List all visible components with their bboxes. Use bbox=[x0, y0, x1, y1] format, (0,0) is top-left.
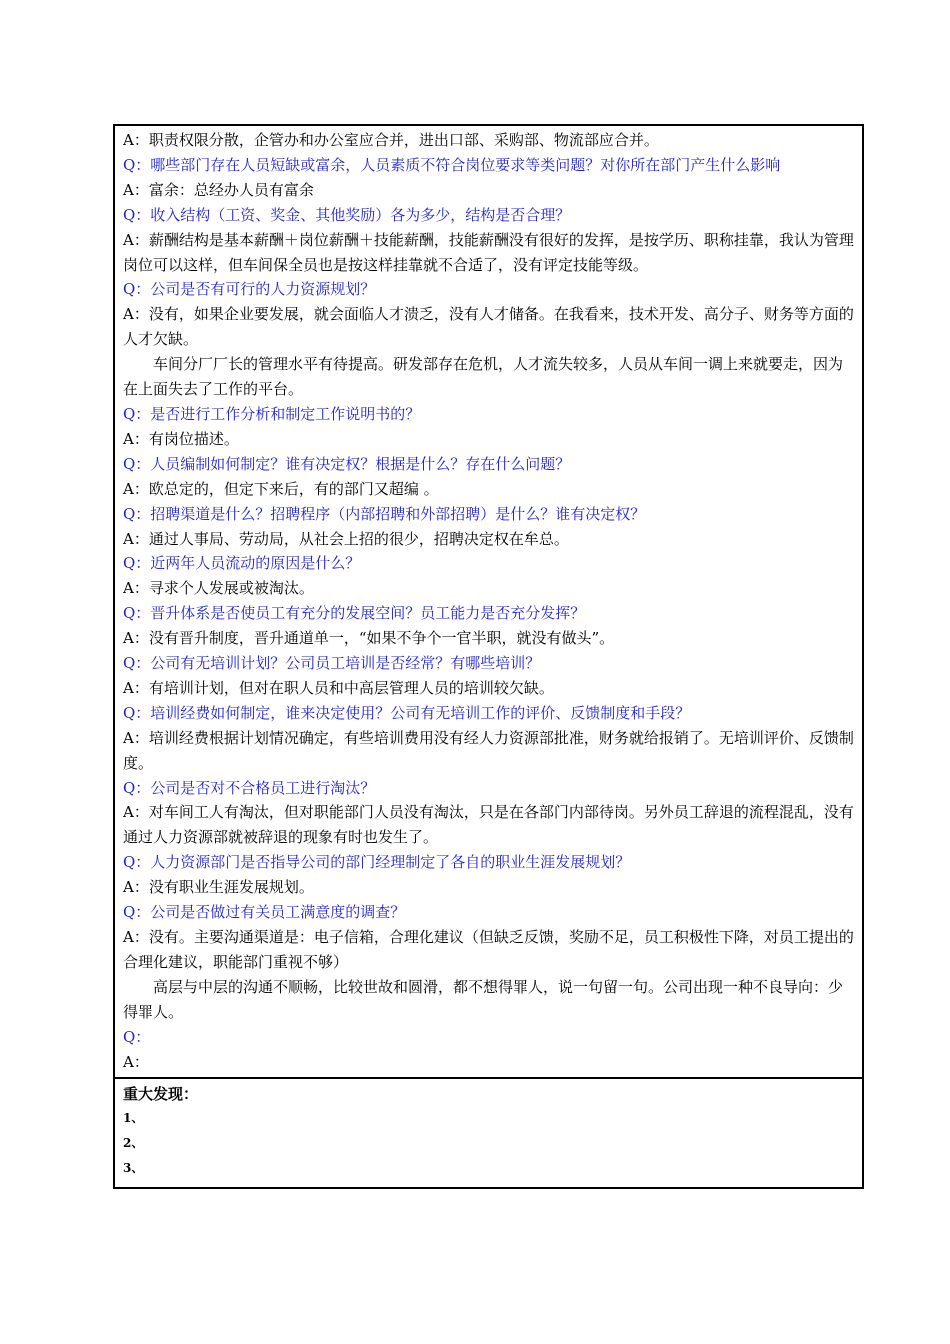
question-line: Q：公司是否做过有关员工满意度的调查？ bbox=[123, 903, 406, 922]
question-line: Q：公司是否对不合格员工进行淘汰？ bbox=[123, 778, 376, 797]
question-line: Q：人力资源部门是否指导公司的部门经理制定了各自的职业生涯发展规划？ bbox=[123, 853, 631, 872]
question-line: Q：哪些部门存在人员短缺或富余，人员素质不符合岗位要求等类问题？对你所在部门产生什么影响 bbox=[123, 155, 781, 174]
finding-item: 2、 bbox=[123, 1136, 144, 1151]
answer-line: A：欧总定的，但定下来后，有的部门又超编 。 bbox=[123, 479, 439, 498]
question-line: Q：近两年人员流动的原因是什么？ bbox=[123, 554, 361, 573]
paragraph-line: 高层与中层的沟通不顺畅，比较世故和圆滑，都不想得罪人，说一句留一句。公司出现一种不良导向：少得罪人。 bbox=[123, 977, 844, 1021]
question-line: Q：人员编制如何制定？谁有决定权？根据是什么？存在什么问题？ bbox=[123, 454, 571, 473]
answer-line: A：职责权限分散，企管办和办公室应合并，进出口部、采购部、物流部应合并。 bbox=[123, 131, 659, 149]
question-line: Q：招聘渠道是什么？招聘程序（内部招聘和外部招聘）是什么？谁有决定权？ bbox=[123, 504, 646, 523]
answer-line: A：没有，如果企业要发展，就会面临人才溃乏，没有人才储备。在我看来，技术开发、高分子、财务等方面的人才欠缺。 bbox=[123, 305, 854, 349]
answer-line: A： bbox=[123, 1052, 149, 1071]
answer-line: A：薪酬结构是基本薪酬＋岗位薪酬＋技能薪酬，技能薪酬没有很好的发挥，是按学历、职称挂靠，我认为管理岗位可以这样，但车间保全员也是按这样挂靠就不合适了，没有评定技能等级。 bbox=[123, 230, 854, 274]
answer-line: A：没有职业生涯发展规划。 bbox=[123, 878, 314, 897]
answer-line: A：对车间工人有淘汰，但对职能部门人员没有淘汰，只是在各部门内部待岗。另外员工辞退的流程混乱，没有通过人力资源部就被辞退的现象有时也发生了。 bbox=[123, 803, 854, 847]
answer-line: A：有岗位描述。 bbox=[123, 429, 239, 448]
answer-line: A：没有。主要沟通渠道是：电子信箱，合理化建议（但缺乏反馈，奖励不足，员工积极性下降，对员工提出的合理化建议，职能部门重视不够） bbox=[123, 928, 854, 971]
qa-content-cell bbox=[115, 126, 862, 1077]
question-line: Q：公司是否有可行的人力资源规划？ bbox=[123, 280, 376, 299]
question-line: Q：晋升体系是否使员工有充分的发展空间？员工能力是否充分发挥？ bbox=[123, 604, 586, 623]
question-line: Q：培训经费如何制定，谁来决定使用？公司有无培训工作的评价、反馈制度和手段？ bbox=[123, 703, 691, 722]
answer-line: A：有培训计划，但对在职人员和中高层管理人员的培训较欠缺。 bbox=[123, 678, 554, 697]
answer-line: A：寻求个人发展或被淘汰。 bbox=[123, 579, 314, 598]
finding-item: 1、 bbox=[123, 1111, 144, 1126]
question-line: Q：公司有无培训计划？公司员工培训是否经常？有哪些培训？ bbox=[123, 654, 541, 673]
question-line: Q： bbox=[123, 1027, 151, 1046]
question-line: Q：收入结构（工资、奖金、其他奖励）各为多少，结构是否合理？ bbox=[123, 205, 571, 224]
answer-line: A：富余：总经办人员有富余 bbox=[123, 180, 314, 199]
answer-line: A：没有晋升制度，晋升通道单一，“如果不争个一官半职，就没有做头”。 bbox=[123, 629, 615, 648]
answer-line: A：培训经费根据计划情况确定，有些培训费用没有经人力资源部批准，财务就给报销了。无培训评价、反馈制度。 bbox=[123, 728, 854, 772]
paragraph-line: 车间分厂厂长的管理水平有待提高。研发部存在危机，人才流失较多，人员从车间一调上来就要走，因为在上面失去了工作的平台。 bbox=[123, 355, 844, 399]
interview-table bbox=[113, 124, 864, 1189]
answer-line: A：通过人事局、劳动局，从社会上招的很少，招聘决定权在牟总。 bbox=[123, 529, 569, 548]
key-findings-title: 重大发现： bbox=[123, 1085, 199, 1104]
question-line: Q：是否进行工作分析和制定工作说明书的？ bbox=[123, 404, 421, 423]
finding-item: 3、 bbox=[123, 1161, 144, 1176]
key-findings-section bbox=[115, 1077, 862, 1187]
